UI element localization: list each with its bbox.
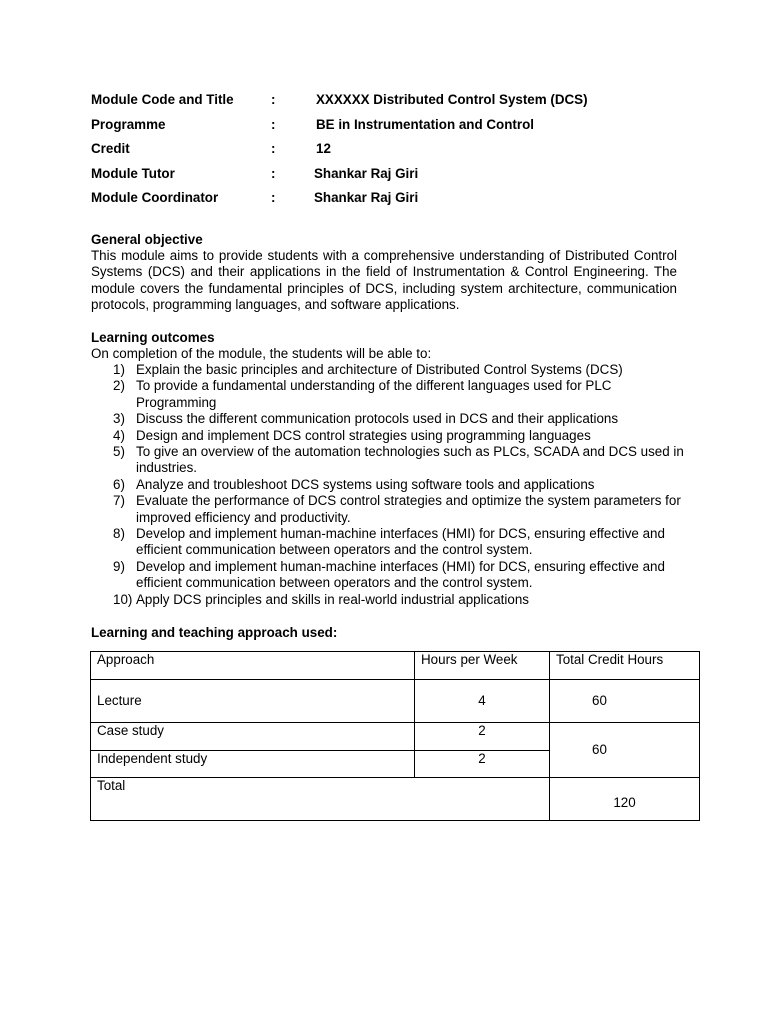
- cell-hours: 2: [415, 751, 550, 778]
- table-header-row: [91, 652, 700, 680]
- table-row: [91, 723, 700, 751]
- approach-heading: Learning and teaching approach used:: [91, 625, 338, 640]
- meta-row-coordinator: [91, 190, 691, 215]
- list-number: 9): [113, 558, 125, 574]
- cell-hours: 4: [415, 680, 550, 723]
- list-text: Evaluate the performance of DCS control strategies and optimize the system parameters for improved efficiency and productivity.: [136, 493, 681, 525]
- meta-row-programme: [91, 117, 691, 142]
- list-item: [91, 477, 691, 493]
- meta-label: Credit: [91, 141, 130, 157]
- meta-value: Shankar Raj Giri: [314, 190, 419, 206]
- list-item: [91, 378, 691, 411]
- list-number: 3): [113, 411, 125, 427]
- list-number: 4): [113, 427, 125, 443]
- header-total-credit-hours: Total Credit Hours: [550, 652, 700, 680]
- cell-approach: Case study: [91, 723, 415, 751]
- general-objective-text: This module aims to provide students with a comprehensive understanding of Distributed Control Systems (DCS) and their applications in the field of Instrumentation & Control Engineering. The module covers the fundamental principles of DCS, including system architecture, communication protocols, programming languages, and software applications.: [91, 248, 677, 313]
- list-text: Discuss the different communication protocols used in DCS and their applications: [136, 411, 619, 427]
- list-number: 1): [113, 362, 125, 377]
- list-number: 5): [113, 444, 125, 460]
- meta-separator: :: [271, 141, 276, 157]
- cell-total-label: Total: [91, 778, 550, 821]
- meta-value: Shankar Raj Giri: [314, 165, 419, 181]
- list-number: 7): [113, 493, 125, 509]
- table-total-row: [91, 778, 700, 821]
- list-number: 2): [113, 378, 125, 394]
- approach-table: [90, 651, 700, 821]
- cell-total-credit-hours: 60: [550, 723, 700, 778]
- cell-hours: 2: [415, 723, 550, 751]
- list-number: 6): [113, 476, 125, 492]
- meta-row-credit: [91, 141, 691, 166]
- list-item: [91, 559, 691, 592]
- meta-separator: :: [271, 165, 276, 181]
- meta-value: 12: [316, 141, 331, 157]
- meta-label: Module Tutor: [91, 165, 175, 181]
- module-info: [91, 92, 691, 215]
- learning-outcomes-list: [91, 362, 691, 608]
- cell-approach: Independent study: [91, 751, 415, 778]
- list-text: To give an overview of the automation technologies such as PLCs, SCADA and DCS used in industries.: [136, 444, 684, 476]
- cell-total-credit-hours: 60: [550, 680, 700, 723]
- meta-value: XXXXXX Distributed Control System (DCS): [316, 92, 588, 107]
- list-item: [91, 428, 691, 444]
- cell-approach: Lecture: [91, 680, 415, 723]
- header-hours-per-week: Hours per Week: [415, 652, 550, 680]
- list-item: [91, 493, 691, 526]
- list-text: To provide a fundamental understanding of the different languages used for PLC Programming: [136, 378, 612, 410]
- list-text: Apply DCS principles and skills in real-world industrial applications: [136, 591, 529, 607]
- list-item: [91, 411, 691, 427]
- table-row: [91, 680, 700, 723]
- meta-separator: :: [271, 116, 276, 132]
- list-item: [91, 444, 691, 477]
- meta-separator: :: [271, 190, 276, 206]
- list-text: Develop and implement human-machine interfaces (HMI) for DCS, ensuring effective and efficient communication between operators and the control system.: [136, 558, 665, 591]
- meta-label: Module Code and Title: [91, 92, 234, 107]
- cell-total-value: 120: [550, 778, 700, 821]
- header-approach: Approach: [91, 652, 415, 680]
- list-item: [91, 362, 691, 378]
- list-text: Analyze and troubleshoot DCS systems using software tools and applications: [136, 476, 595, 492]
- meta-row-code-title: [91, 92, 691, 117]
- meta-value: BE in Instrumentation and Control: [316, 116, 534, 132]
- general-objective-heading: General objective: [91, 232, 203, 247]
- meta-separator: :: [271, 92, 276, 107]
- meta-row-tutor: [91, 166, 691, 191]
- list-item: [91, 592, 691, 608]
- list-text: Design and implement DCS control strategies using programming languages: [136, 427, 591, 443]
- meta-label: Module Coordinator: [91, 190, 219, 206]
- list-text: Explain the basic principles and architecture of Distributed Control Systems (DCS): [136, 362, 623, 377]
- list-item: [91, 526, 691, 559]
- list-text: Develop and implement human-machine interfaces (HMI) for DCS, ensuring effective and efficient communication between operators and the control system.: [136, 526, 665, 558]
- meta-label: Programme: [91, 116, 166, 132]
- learning-outcomes-intro: On completion of the module, the students will be able to:: [91, 346, 432, 361]
- learning-outcomes-heading: Learning outcomes: [91, 330, 215, 345]
- list-number: 10): [113, 591, 133, 607]
- list-number: 8): [113, 526, 125, 542]
